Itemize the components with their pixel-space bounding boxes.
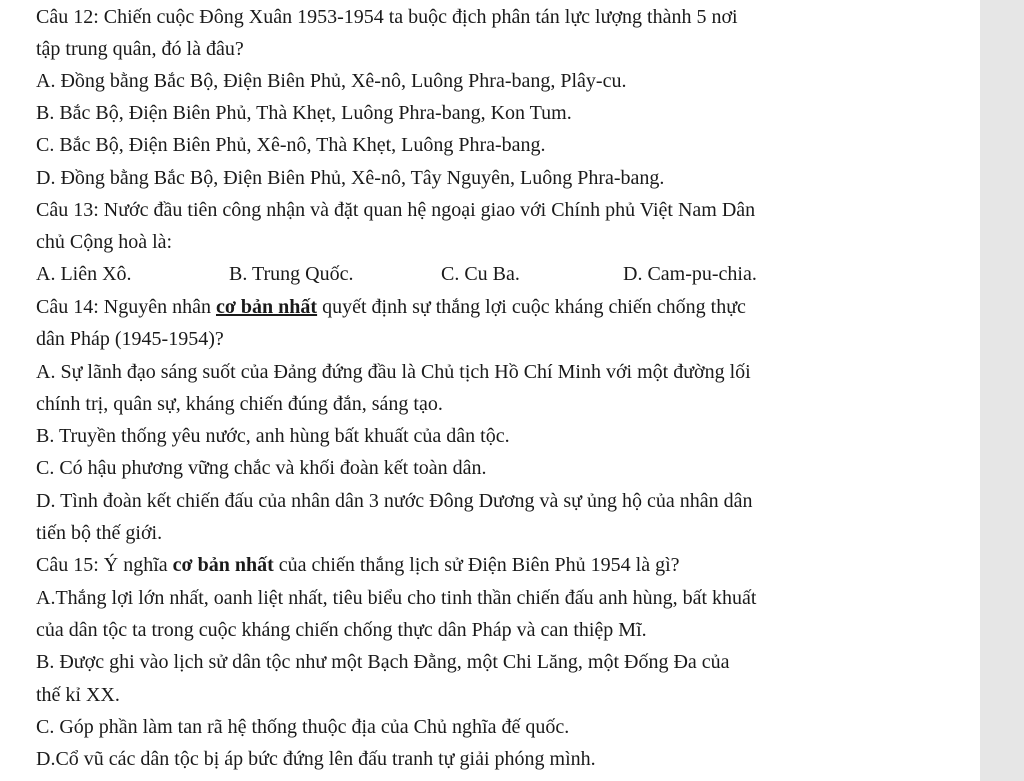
q14-title-post: quyết định sự thắng lợi cuộc kháng chiến chống thực bbox=[317, 296, 746, 318]
q15-title-pre: Câu 15: Ý nghĩa bbox=[36, 554, 173, 576]
q13-option-a: A. Liên Xô. bbox=[36, 263, 132, 285]
q14-option-d-cont: tiến bộ thế giới. bbox=[36, 522, 163, 544]
q15-option-b: B. Được ghi vào lịch sử dân tộc như một Bạch Đằng, một Chi Lăng, một Đống Đa của bbox=[36, 651, 730, 673]
q14-option-c: C. Có hậu phương vững chắc và khối đoàn kết toàn dân. bbox=[36, 457, 487, 479]
q15-title bbox=[36, 553, 680, 577]
right-margin-panel bbox=[980, 0, 1024, 781]
q14-option-b: B. Truyền thống yêu nước, anh hùng bất khuất của dân tộc. bbox=[36, 425, 510, 447]
q14-option-a: A. Sự lãnh đạo sáng suốt của Đảng đứng đầu là Chủ tịch Hồ Chí Minh với một đường lối bbox=[36, 361, 751, 383]
q14-option-d: D. Tình đoàn kết chiến đấu của nhân dân 3 nước Đông Dương và sự ủng hộ của nhân dân bbox=[36, 490, 753, 512]
q14-title-cont: dân Pháp (1945-1954)? bbox=[36, 328, 224, 350]
q15-option-a: A.Thắng lợi lớn nhất, oanh liệt nhất, tiêu biểu cho tinh thần chiến đấu anh hùng, bất khuất bbox=[36, 587, 757, 609]
q12-option-a: A. Đồng bằng Bắc Bộ, Điện Biên Phủ, Xê-nô, Luông Phra-bang, Plây-cu. bbox=[36, 70, 627, 92]
q13-title-cont: chủ Cộng hoà là: bbox=[36, 231, 173, 253]
q15-title-post: của chiến thắng lịch sử Điện Biên Phủ 1954 là gì? bbox=[273, 554, 680, 576]
q15-title-emphasis: cơ bản nhất bbox=[172, 554, 274, 576]
q13-title: Câu 13: Nước đầu tiên công nhận và đặt quan hệ ngoại giao với Chính phủ Việt Nam Dân bbox=[36, 199, 756, 221]
q12-title: Câu 12: Chiến cuộc Đông Xuân 1953-1954 ta buộc địch phân tán lực lượng thành 5 nơi bbox=[36, 6, 738, 28]
q14-title bbox=[36, 295, 746, 319]
q14-title-pre: Câu 14: Nguyên nhân bbox=[36, 296, 216, 318]
q15-option-a-cont: của dân tộc ta trong cuộc kháng chiến chống thực dân Pháp và can thiệp Mĩ. bbox=[36, 619, 647, 641]
q13-option-b: B. Trung Quốc. bbox=[229, 263, 354, 285]
q13-option-c: C. Cu Ba. bbox=[441, 263, 520, 285]
q12-option-d: D. Đồng bằng Bắc Bộ, Điện Biên Phủ, Xê-nô, Tây Nguyên, Luông Phra-bang. bbox=[36, 167, 665, 189]
q14-title-emphasis: cơ bản nhất bbox=[215, 296, 318, 318]
q12-title-cont: tập trung quân, đó là đâu? bbox=[36, 38, 244, 60]
q15-option-c: C. Góp phần làm tan rã hệ thống thuộc địa của Chủ nghĩa đế quốc. bbox=[36, 716, 570, 738]
q13-option-d: D. Cam-pu-chia. bbox=[623, 263, 757, 285]
q15-option-b-cont: thế kỉ XX. bbox=[36, 684, 120, 706]
q14-option-a-cont: chính trị, quân sự, kháng chiến đúng đắn, sáng tạo. bbox=[36, 393, 443, 415]
q12-option-b: B. Bắc Bộ, Điện Biên Phủ, Thà Khẹt, Luông Phra-bang, Kon Tum. bbox=[36, 102, 572, 124]
q12-option-c: C. Bắc Bộ, Điện Biên Phủ, Xê-nô, Thà Khẹt, Luông Phra-bang. bbox=[36, 134, 546, 156]
q15-option-d: D.Cổ vũ các dân tộc bị áp bức đứng lên đấu tranh tự giải phóng mình. bbox=[36, 748, 596, 770]
